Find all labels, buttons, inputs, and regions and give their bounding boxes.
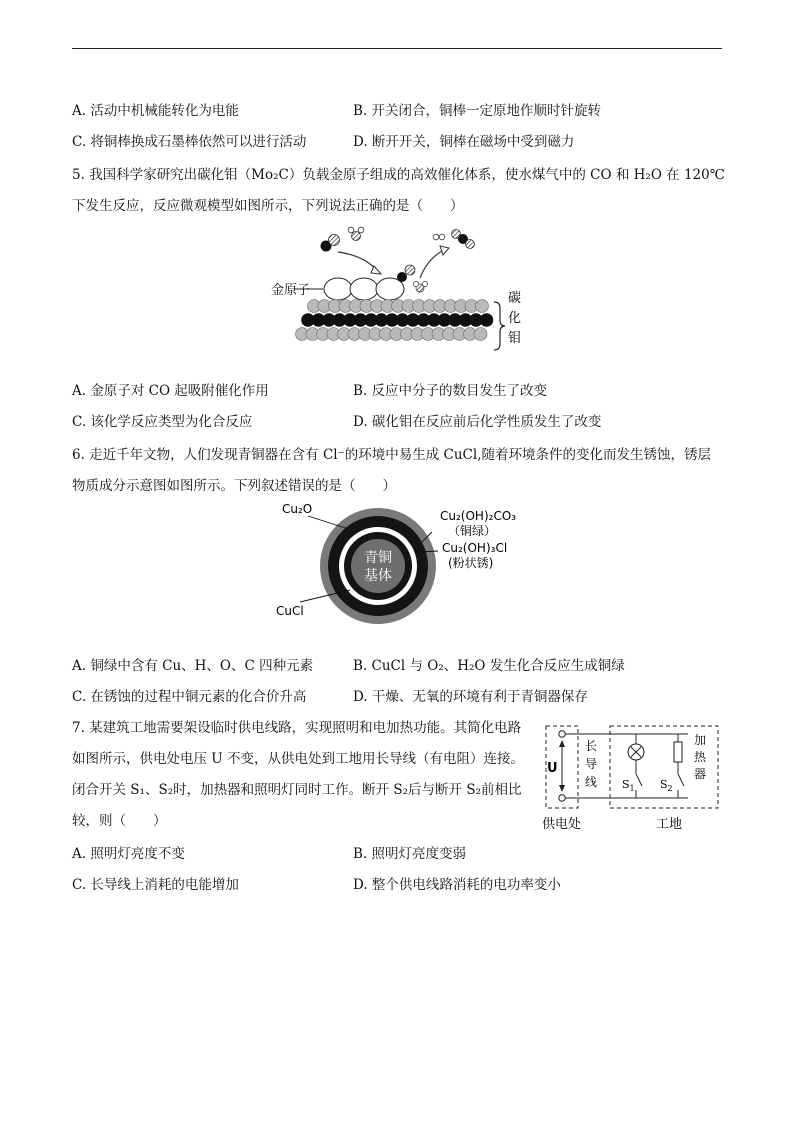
q7-stem-line2: 如图所示，供电处电压 U 不变，从供电处到工地用长导线（有电阻）连接。 bbox=[72, 751, 524, 767]
site-caption: 工地 bbox=[656, 817, 683, 832]
q4-option-d: D. 断开开关，铜棒在磁场中受到磁力 bbox=[353, 134, 575, 150]
q7-option-b: B. 照明灯亮度变弱 bbox=[353, 846, 467, 862]
heater-label-1: 加 bbox=[694, 733, 707, 747]
carbide-label-2: 化 bbox=[508, 311, 522, 326]
q4-option-c: C. 将铜棒换成石墨棒依然可以进行活动 bbox=[72, 134, 307, 150]
q7-stem-line1: 7. 某建筑工地需要架设临时供电线路，实现照明和电加热功能。其简化电路 bbox=[72, 720, 522, 736]
q7-option-d: D. 整个供电线路消耗的电功率变小 bbox=[353, 877, 561, 893]
supply-caption: 供电处 bbox=[542, 817, 582, 832]
rust-layers-diagram bbox=[270, 496, 540, 626]
h2-molecule-icon bbox=[433, 234, 445, 240]
heater-label-3: 器 bbox=[694, 767, 707, 781]
cu2o-label: Cu₂O bbox=[282, 502, 313, 516]
co-molecule-icon bbox=[321, 235, 340, 252]
mo2c-layers-icon bbox=[296, 300, 494, 341]
co2-molecule-icon bbox=[452, 230, 475, 249]
q7-stem-line3: 闭合开关 S₁、S₂时，加热器和照明灯同时工作。断开 S₂后与断开 S₂前相比 bbox=[72, 782, 522, 798]
q5-stem-line1: 5. 我国科学家研究出碳化钼（Mo₂C）负载金原子组成的高效催化体系，使水煤气中的 CO 和 H₂O 在 120℃ bbox=[72, 167, 725, 183]
q6-option-c: C. 在锈蚀的过程中铜元素的化合价升高 bbox=[72, 689, 307, 705]
q7-option-a: A. 照明灯亮度不变 bbox=[72, 846, 185, 862]
terminal-bottom-icon bbox=[559, 795, 565, 801]
switch-s2-label: $S_2$ bbox=[660, 778, 673, 793]
header-rule bbox=[72, 48, 722, 49]
long-wire-label-1: 长 bbox=[585, 739, 598, 753]
circuit-diagram bbox=[538, 718, 724, 836]
mo2c-atom bbox=[480, 314, 493, 327]
malachite-label: Cu₂(OH)₂CO₃ bbox=[440, 509, 517, 523]
heater-label-2: 热 bbox=[694, 750, 707, 764]
q6-stem-line1: 6. 走近千年文物，人们发现青铜器在含有 Cl⁻的环境中易生成 CuCl,随着环境条件的变化而发生锈蚀，锈层 bbox=[72, 447, 711, 463]
mo2c-atom bbox=[476, 300, 489, 313]
brace-icon bbox=[494, 302, 505, 350]
arrow-in-icon bbox=[338, 252, 378, 272]
bronze-core-icon bbox=[351, 539, 405, 593]
carbide-label-1: 碳 bbox=[508, 291, 522, 306]
q4-option-a: A. 活动中机械能转化为电能 bbox=[72, 103, 239, 119]
h2o-molecule-icon bbox=[348, 227, 364, 240]
core-label-2: 基体 bbox=[364, 568, 392, 584]
voltage-label: U bbox=[547, 761, 558, 776]
gold-atoms-icon bbox=[324, 278, 404, 300]
q5-option-a: A. 金原子对 CO 起吸附催化作用 bbox=[72, 383, 269, 399]
q4-option-b: B. 开关闭合，铜棒一定原地作顺时针旋转 bbox=[353, 103, 602, 119]
catalyst-diagram bbox=[268, 222, 528, 352]
gold-atom-label: 金原子 bbox=[271, 283, 311, 298]
heater-resistor-icon bbox=[674, 742, 682, 762]
switch-s1-icon bbox=[636, 774, 642, 786]
q5-option-c: C. 该化学反应类型为化合反应 bbox=[72, 414, 253, 430]
q6-option-d: D. 干燥、无氧的环境有利于青铜器保存 bbox=[353, 689, 588, 705]
cucl-label: CuCl bbox=[276, 604, 304, 618]
long-wire-label-3: 线 bbox=[585, 775, 598, 789]
q5-option-d: D. 碳化钼在反应前后化学性质发生了改变 bbox=[353, 414, 602, 430]
powder-rust-label: Cu₂(OH)₃Cl bbox=[442, 541, 508, 555]
switch-s2-icon bbox=[678, 774, 684, 786]
switch-s1-label: $S_1$ bbox=[622, 778, 635, 793]
core-label-1: 青铜 bbox=[364, 550, 392, 566]
powder-rust-cn-label: (粉状锈) bbox=[448, 556, 494, 570]
q5-stem-line2: 下发生反应，反应微观模型如图所示，下列说法正确的是（ ） bbox=[72, 198, 464, 214]
malachite-cn-label: （铜绿） bbox=[448, 524, 497, 538]
q7-option-c: C. 长导线上消耗的电能增加 bbox=[72, 877, 239, 893]
q6-option-a: A. 铜绿中含有 Cu、H、O、C 四种元素 bbox=[72, 658, 314, 674]
mo2c-atom bbox=[474, 328, 487, 341]
q6-stem-line2: 物质成分示意图如图所示。下列叙述错误的是（ ） bbox=[72, 478, 396, 494]
q6-option-b: B. CuCl 与 O₂、H₂O 发生化合反应生成铜绿 bbox=[353, 658, 625, 674]
carbide-label-3: 钼 bbox=[508, 331, 522, 346]
arrow-out-icon bbox=[420, 250, 444, 278]
terminal-top-icon bbox=[559, 731, 565, 737]
long-wire-label-2: 导 bbox=[585, 757, 598, 771]
q7-stem-line4: 较，则（ ） bbox=[72, 813, 167, 829]
q5-option-b: B. 反应中分子的数目发生了改变 bbox=[353, 383, 548, 399]
